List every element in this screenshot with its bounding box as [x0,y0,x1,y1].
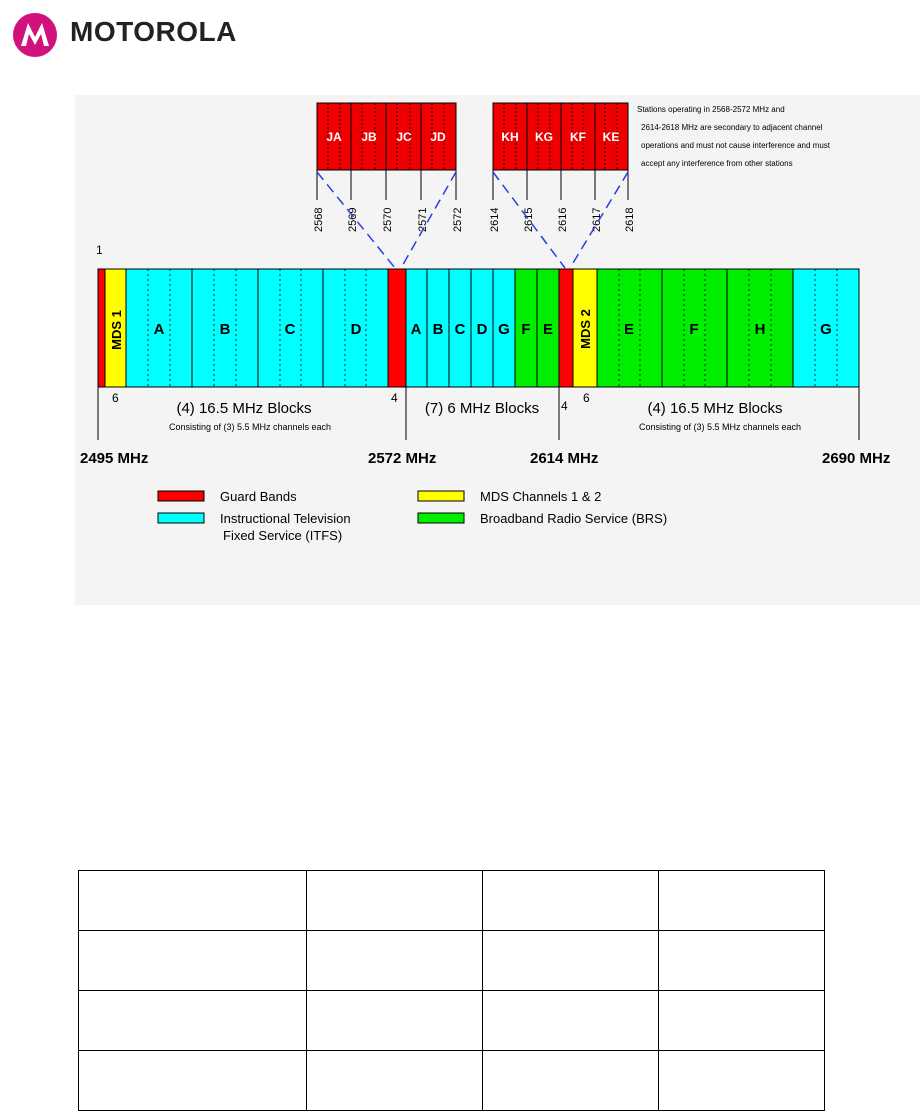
table-cell [307,871,483,931]
right-block-g-label: G [820,321,832,338]
table-cell [483,931,659,991]
freq-2568: 2568 [313,207,325,232]
table-row [79,871,825,931]
table-cell [307,991,483,1051]
guard-band-mid [388,269,406,387]
block-jc-label: JC [396,130,412,144]
table-row [79,1051,825,1111]
freq-2614: 2614 [489,207,501,232]
freq-2618: 2618 [624,207,636,232]
right-block-e-label: E [623,321,635,338]
legend-itfs-label-1: Instructional Television [220,511,351,526]
table-cell [307,1051,483,1111]
left-block-d-label: D [350,321,362,338]
table-cell [659,1051,825,1111]
freq-2571: 2571 [417,207,429,232]
mds1-label: MDS 1 [109,310,124,350]
note-line-4: accept any interference from other stations [641,159,793,168]
legend-guard-swatch [158,491,204,501]
freq-axis-2690: 2690 MHz [822,450,891,467]
legend [158,489,667,543]
left-block-c-label: C [284,321,296,338]
mid-block-b-label: B [432,321,444,338]
freq-axis-2495: 2495 MHz [80,450,149,467]
mid-group-title: (7) 6 MHz Blocks [424,400,540,417]
table-row [79,991,825,1051]
note-line-3: operations and must not cause interference and must [641,141,830,150]
legend-brs-label: Broadband Radio Service (BRS) [480,511,668,526]
block-ja-label: JA [326,130,342,144]
block-jd-label: JD [430,130,446,144]
top-left-block-group [317,103,456,170]
right-block-h-label: H [754,321,766,338]
table-cell [483,871,659,931]
block-jb-label: JB [361,130,377,144]
brand-name: MOTOROLA [70,16,237,47]
table-cell [307,931,483,991]
right-group-subtitle: Consisting of (3) 5.5 MHz channels each [638,422,802,432]
expansion-lines [317,172,628,268]
table-cell [659,991,825,1051]
legend-mds-swatch [418,491,464,501]
table-cell [79,991,307,1051]
legend-itfs-label-2: Fixed Service (ITFS) [223,528,343,543]
table-cell [483,991,659,1051]
mid-block-f-label: F [521,321,531,338]
freq-2616: 2616 [557,207,569,232]
block-kh-label: KH [501,130,519,144]
freq-2572: 2572 [452,207,464,232]
mid-block-a-label: A [410,321,422,338]
freq-2569: 2569 [347,207,359,232]
mds2-label: MDS 2 [578,309,593,349]
guard-band-right [559,269,573,387]
top-freq-labels [313,208,636,232]
block-kg-label: KG [535,130,553,144]
note-line-1: Stations operating in 2568-2572 MHz and [637,105,785,114]
left-group-subtitle: Consisting of (3) 5.5 MHz channels each [168,422,332,432]
top-right-block-group [493,103,628,170]
table-cell [659,871,825,931]
legend-itfs-swatch [158,513,204,523]
band-label-4-mid: 4 [391,391,398,405]
guard-band-left [98,269,105,387]
secondary-stations-note [637,105,831,168]
mid-block-d-label: D [476,321,488,338]
band-label-6-left: 6 [112,391,119,405]
table-cell [79,1051,307,1111]
legend-mds-label: MDS Channels 1 & 2 [480,489,602,504]
mid-block-c-label: C [454,321,466,338]
frequency-axis [80,450,890,467]
legend-brs-swatch [418,513,464,523]
table-cell [79,931,307,991]
left-group-title: (4) 16.5 MHz Blocks [176,400,312,417]
table-cell [659,931,825,991]
top-freq-ticks [317,170,628,200]
main-band [96,243,859,387]
freq-2570: 2570 [382,207,394,232]
table-cell [79,871,307,931]
note-line-2: 2614-2618 MHz are secondary to adjacent channel [641,123,823,132]
legend-guard-label: Guard Bands [220,489,297,504]
freq-axis-2572: 2572 MHz [368,450,437,467]
empty-data-table [78,870,825,1111]
freq-2617: 2617 [591,207,603,232]
table-cell [483,1051,659,1111]
freq-axis-2614: 2614 MHz [530,450,599,467]
mid-block-g-label: G [498,321,510,338]
left-block-b-label: B [219,321,231,338]
band-label-1: 1 [96,243,103,257]
left-block-a-label: A [153,321,165,338]
right-group-title: (4) 16.5 MHz Blocks [647,400,783,417]
band-label-4-right: 4 [561,399,568,413]
block-kf-label: KF [570,130,586,144]
mid-block-e-label: E [542,321,554,338]
band-label-6-right: 6 [583,391,590,405]
table-row [79,931,825,991]
freq-2615: 2615 [523,207,535,232]
block-ke-label: KE [602,130,620,144]
right-block-f-label: F [689,321,699,338]
